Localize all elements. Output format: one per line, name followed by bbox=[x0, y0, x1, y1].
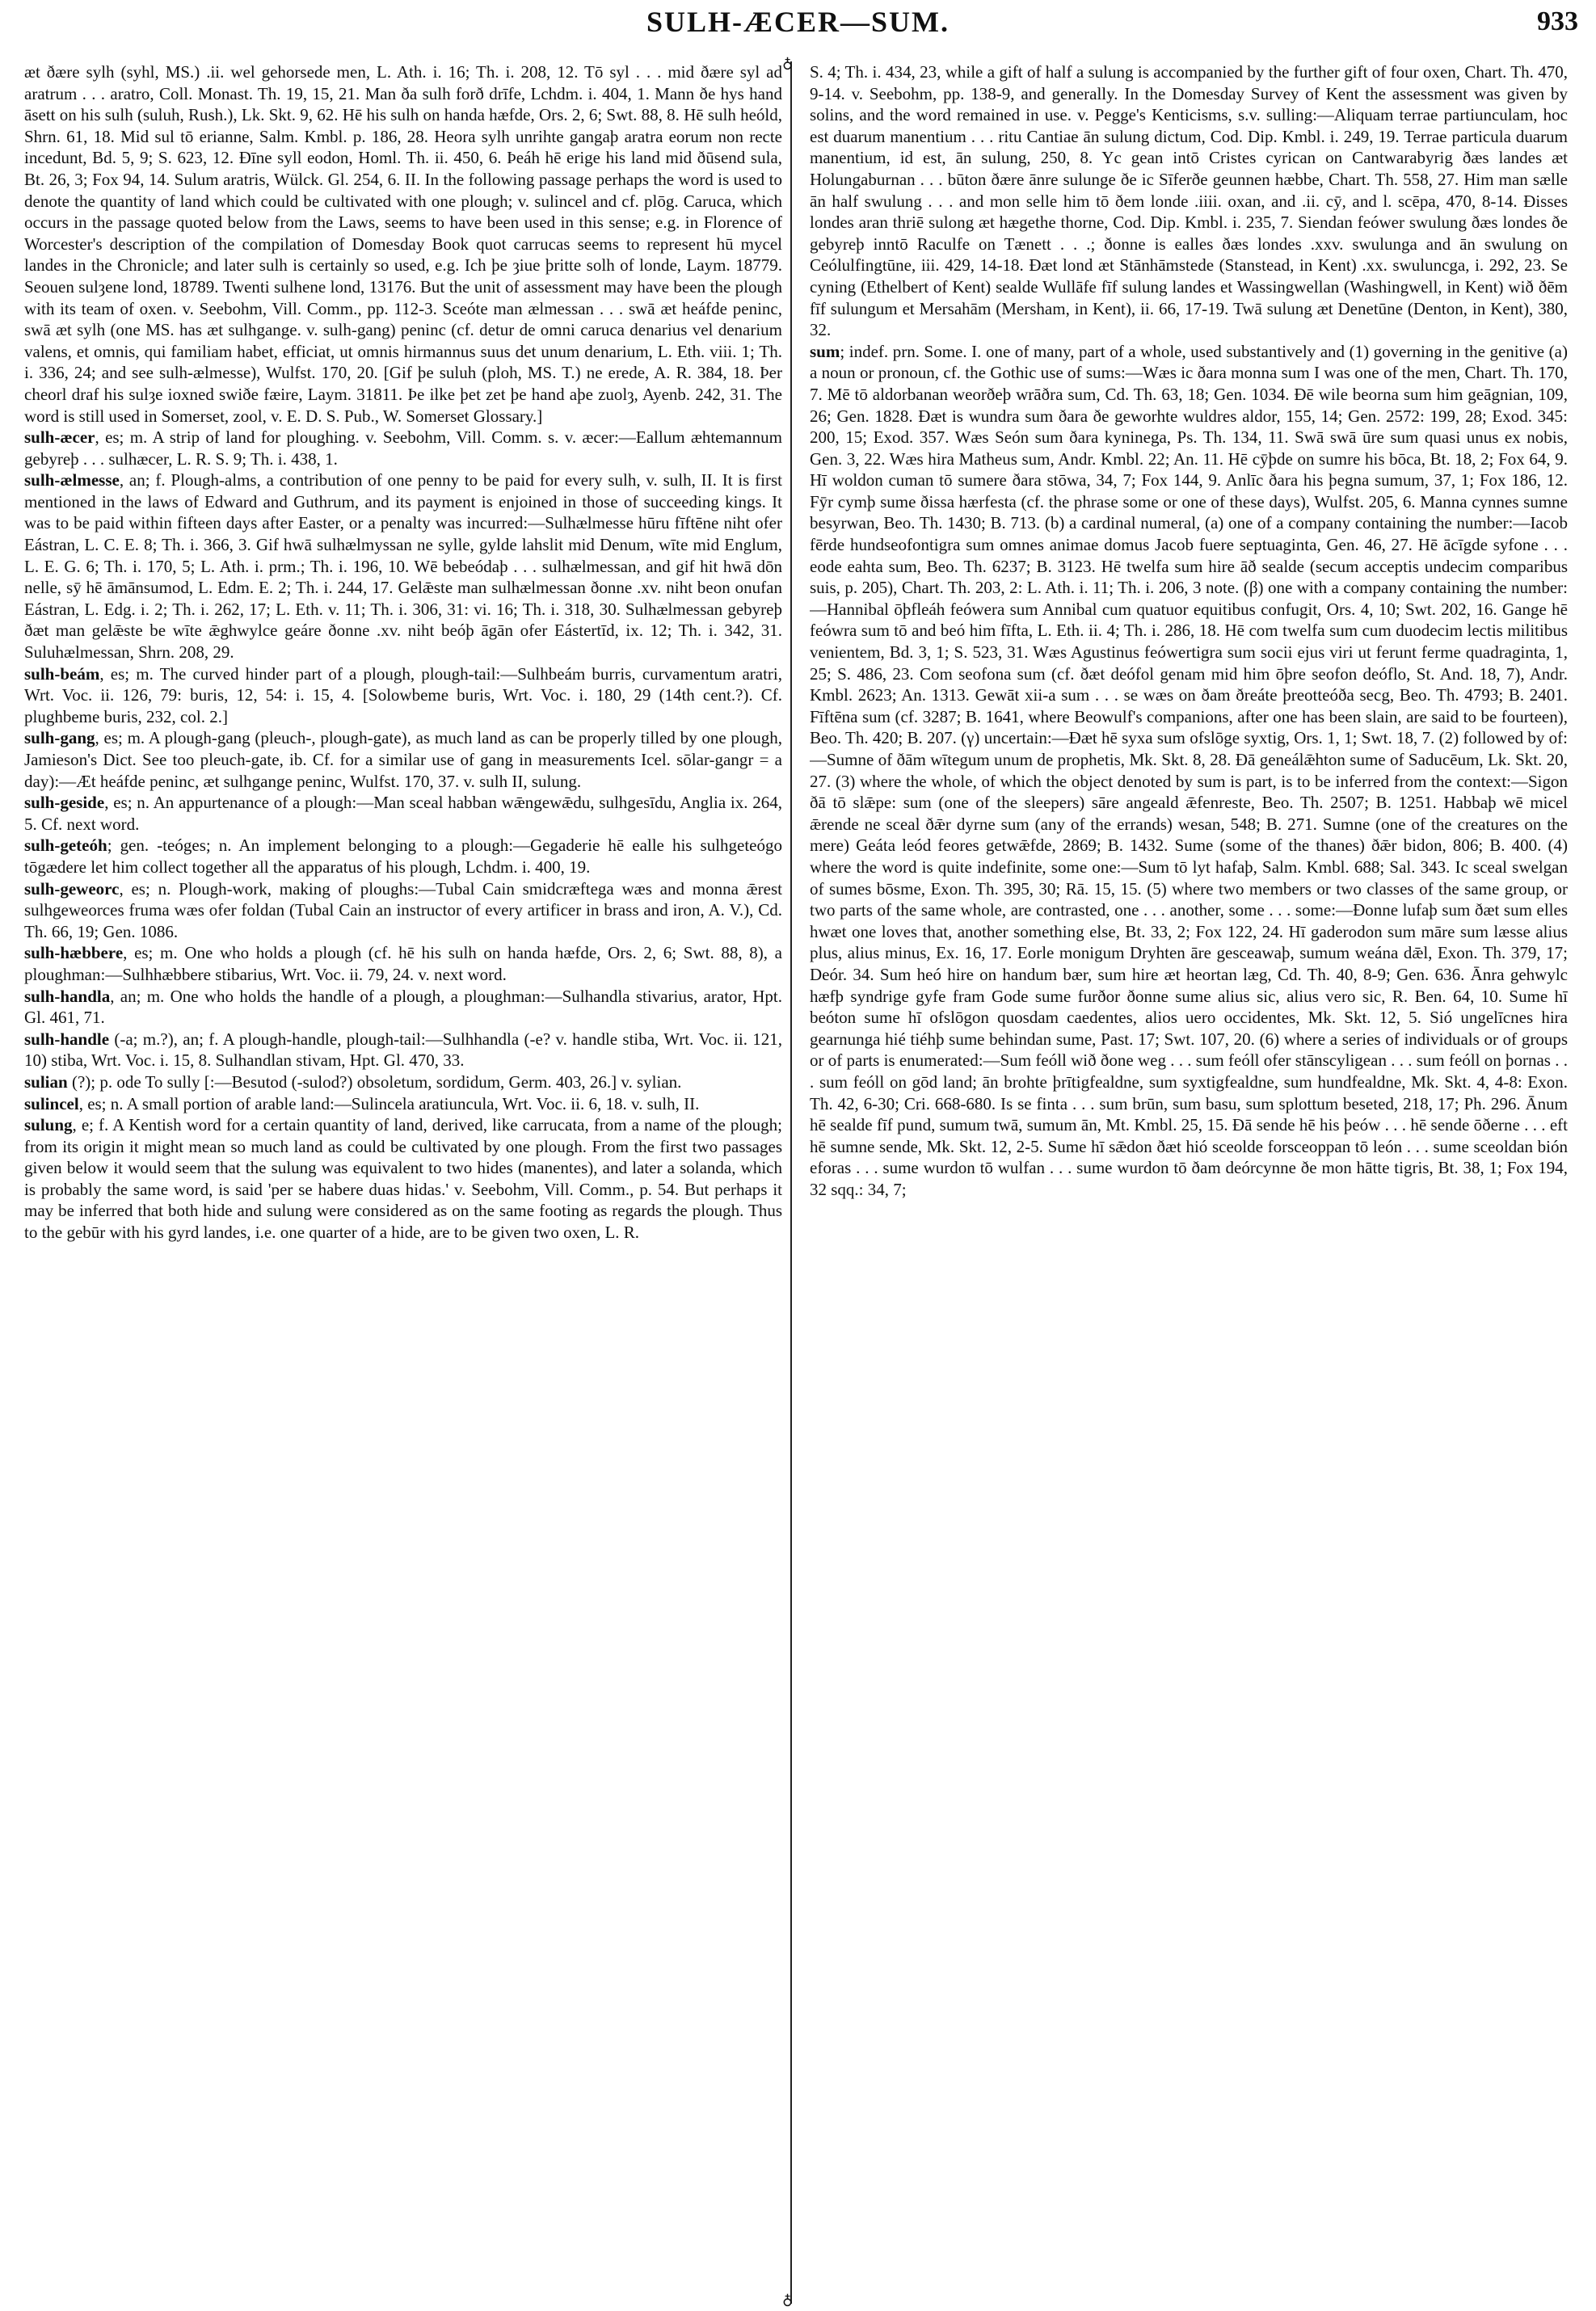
dictionary-entry bbox=[24, 792, 782, 835]
dictionary-entry bbox=[24, 663, 782, 728]
dictionary-entry bbox=[24, 1029, 782, 1071]
dictionary-entry bbox=[24, 727, 782, 792]
left-column bbox=[24, 61, 782, 2308]
entry-body: , es; n. An appurtenance of a plough:—Man sceal habban wǣngewǣdu, sulhgesīdu, Anglia ix. 264, 5. Cf. next word. bbox=[24, 793, 782, 834]
entry-headword: sulung bbox=[24, 1115, 73, 1135]
dictionary-entry bbox=[24, 942, 782, 985]
entry-body: , es; n. A small portion of arable land:—Sulincela aratiuncula, Wrt. Voc. ii. 6, 18. v. sulh, II. bbox=[78, 1093, 700, 1113]
dictionary-entry bbox=[810, 341, 1568, 1201]
entry-headword: sulh-gang bbox=[24, 728, 95, 748]
divider-ornament-top: ♁ bbox=[782, 55, 794, 72]
entry-headword: sulh-æcer bbox=[24, 427, 95, 448]
entry-headword: sulh-handla bbox=[24, 986, 111, 1006]
right-column bbox=[810, 61, 1568, 2308]
dictionary-entry bbox=[24, 1093, 782, 1115]
entry-body: , an; m. One who holds the handle of a plough, a ploughman:—Sulhandla stivarius, arator, Hpt. Gl. 461, 71. bbox=[24, 986, 782, 1028]
entry-headword: sulh-geside bbox=[24, 793, 105, 813]
entry-headword: sulh-ælmesse bbox=[24, 470, 120, 490]
column-divider bbox=[790, 61, 792, 2304]
entry-body: , an; f. Plough-alms, a contribution of one penny to be paid for every sulh, v. sulh, II. It is first mentioned in the laws of Edward and Guthrum, and its payment is enjoined in those of succeeding kings. It was to be paid within fifteen days after Easter, or a penalty was incurred:—Sulhælmesse hūru fīftēne niht ofer Eástran, L. C. E. 8; Th. i. 366, 3. Gif hwā sulhælmyssan ne sylle, gylde lahslit mid Denum, wīte mid Englum, L. E. G. 6; Th. i. 170, 5; L. Ath. i. prm.; Th. i. 196, 10. Wē bebeódaþ . . . sulhælmessan, and gif hit hwā dōn nelle, sȳ hē āmānsumod, L. Edm. E. 2; Th. i. 244, 17. Gelǣste man sulhælmessan ðonne .xv. niht beon onufan Eástran, L. Edg. i. 2; Th. i. 262, 17; L. Eth. v. 11; Th. i. 306, 31: vi. 16; Th. i. 318, 30. Sulhælmessan gebyreþ ðæt man gelǣste be wīte ǣghwylce geáre ðonne .xv. niht beóþ āgān ofer Eástertīd, ix. 12; Th. i. 342, 31. Suluhælmessan, Shrn. 208, 29. bbox=[24, 470, 782, 663]
page-number: 933 bbox=[1537, 6, 1578, 36]
dictionary-entry bbox=[24, 469, 782, 663]
entry-headword: sulh-geteóh bbox=[24, 836, 107, 856]
continuation-paragraph: S. 4; Th. i. 434, 23, while a gift of half a sulung is accompanied by the further gift of four oxen, Chart. Th. 470, 9-14. v. Seebohm, pp. 138-9, and generally. In the Domesday Survey of Kent the assessment was given by solins, and the word remained in use. v. Pegge's Kenticisms, s.v. sulling:—Aliquam terrae partiunculam, hoc est duarum manentium . . . ritu Cantiae ān sulung dictum, Cod. Dip. Kmbl. i. 249, 19. Terrae particula duarum manentium, id est, ān sulung, 250, 8. Yc gean intō Cristes cyrican on Cantwarabyrig ðæs landes æt Holungaburnan . . . būton ðære ānre sulunge ðe ic Sīferðe geunnen hæbbe, Chart. Th. 558, 27. Him man sælle ān half swulung . . . and mon selle him tō ðem londe .iiii. oxan, and .ii. cȳ, and l. scēpa, 470, 8-14. Ðisses londes aran thriē sulong æt hægethe thorne, Cod. Dip. Kmbl. i. 235, 7. Siendan feówer swulung ðæs londes ðe gebyreþ inntō Raculfe on Tænett . . .; ðonne is ealles ðæs londes .xxv. swulunga and ān swulung on Ceólulfingtūne, iii. 429, 14-18. Ðæt lond æt Stānhāmstede (Stanstead, in Kent) .xx. swuluncga, i. 292, 23. Se cyning (Ethelbert of Kent) sealde Wullāfe fīf sulung landes et Wassingwellan (Washingwell, in Kent) wið ðēm fīf sulungum et Mersahām (Mersham, in Kent), ii. 66, 17-19. Twā sulung æt Denetūne (Denton, in Kent), 380, 32. bbox=[810, 62, 1568, 340]
entry-headword: sulh-hæbbere bbox=[24, 943, 124, 963]
dictionary-entry bbox=[24, 986, 782, 1029]
entry-headword: sulian bbox=[24, 1071, 68, 1092]
entry-body: , es; m. A strip of land for ploughing. v. Seebohm, Vill. Comm. s. v. æcer:—Eallum æhtemannum gebyreþ . . . sulhæcer, L. R. S. 9; Th. i. 438, 1. bbox=[24, 427, 782, 469]
dictionary-entry bbox=[24, 835, 782, 878]
continuation-paragraph: æt ðære sylh (syhl, MS.) .ii. wel gehorsede men, L. Ath. i. 16; Th. i. 208, 12. Tō syl . . . mid ðære syl ad aratrum . . . aratro, Coll. Monast. Th. 19, 15, 21. Man ða sulh forð drīfe, Lchdm. i. 404, 1. Mann ðe hys hand āsett on his sulh (suluh, Rush.), Lk. Skt. 9, 62. Hē his sulh on handa hæfde, Ors. 2, 6; Swt. 88, 8. Hē sulh heóld, Shrn. 61, 18. Mid sul tō erianne, Salm. Kmbl. p. 186, 28. Heora sylh unrihte gangaþ aratra eorum non recte incedunt, Bd. 5, 9; S. 623, 12. Ðīne syll eodon, Homl. Th. ii. 450, 6. Þeáh hē erige his land mid ðūsend sula, Bt. 26, 3; Fox 94, 14. Sulum aratris, Wülck. Gl. 254, 6. II. In the following passage perhaps the word is used to denote the quantity of land which could be cultivated with one plough; v. sulincel and cf. plōg. Caruca, which occurs in the passage quoted below from the Laws, seems to have been used in this sense; e.g. in Florence of Worcester's description of the compilation of Domesday Book quot carrucas seems to represent hū mycel landes in the Chronicle; and later sulh is certainly so used, e.g. Ich þe ȝiue þritte solh of londe, Laym. 18779. Seouen sulȝene lond, 18789. Twenti sulhene lond, 13176. But the unit of assessment may have been the plough with its team of oxen. v. Seebohm, Vill. Comm., pp. 112-3. Sceóte man ælmessan . . . swā æt heáfde peninc, swā æt sylh (one MS. has æt sulhgange. v. sulh-gang) peninc (cf. detur de omni caruca denarius vel denarium valens, et omnis, qui familiam habet, efficiat, ut omnis hirmannus suus det unum denarium, L. Eth. viii. 1; Th. i. 336, 24; and see sulh-ælmesse), Wulfst. 170, 20. [Gif þe suluh (ploh, MS. T.) ne erede, A. R. 384, 18. Þer cheorl draf his sulȝe ioxned swiðe fæire, Laym. 31811. Þe ilke þet zet þe hand aþe zuolȝ, Ayenb. 242, 31. The word is still used in Somerset, zool, v. E. D. S. Pub., W. Somerset Glossary.] bbox=[24, 62, 782, 426]
dictionary-entry bbox=[24, 1071, 782, 1093]
running-head: SULH-ÆCER—SUM. bbox=[646, 6, 950, 38]
entry-body: , es; m. A plough-gang (pleuch-, plough-gate), as much land as can be properly tilled by one plough, Jamieson's Dict. See too pleuch-gate, ib. Cf. for a similar use of gang in measurements Icel. sōlar-gangr = a day):—Æt heáfde peninc, æt sulhgange peninc, Wulfst. 170, 37. v. sulh II, sulung. bbox=[24, 728, 782, 791]
entry-body: (-a; m.?), an; f. A plough-handle, plough-tail:—Sulhhandla (-e? v. handle stiba, Wrt. Voc. ii. 121, 10) stiba, Wrt. Voc. i. 15, 8. Sulhandlan stivam, Hpt. Gl. 470, 33. bbox=[24, 1029, 782, 1071]
dictionary-entry bbox=[24, 878, 782, 943]
dictionary-entry bbox=[24, 1114, 782, 1244]
entry-headword: sum bbox=[810, 341, 840, 361]
divider-ornament-bottom: ♁ bbox=[782, 2292, 794, 2309]
page-header bbox=[0, 0, 1596, 50]
dictionary-entry bbox=[24, 427, 782, 469]
entry-body: , es; n. Plough-work, making of ploughs:—Tubal Cain smidcræftega wæs and monna ǣrest sulhgeweorces fruma wæs ofer foldan (Tubal Cain an instructor of every artificer in brass and iron, A. V.), Cd. Th. 66, 19; Gen. 1086. bbox=[24, 878, 782, 941]
entry-body: ; gen. -teóges; n. An implement belonging to a plough:—Gegaderie hē ealle his sulhgeteógo tōgædere let him collect together all the apparatus of his plough, Lchdm. i. 400, 19. bbox=[24, 836, 782, 877]
entry-headword: sulincel bbox=[24, 1093, 79, 1113]
entry-headword: sulh-handle bbox=[24, 1029, 110, 1049]
entry-body: , es; m. One who holds a plough (cf. hē his sulh on handa hæfde, Ors. 2, 6; Swt. 88, 8), a ploughman:—Sulhhæbbere stibarius, Wrt. Voc. ii. 79, 24. v. next word. bbox=[24, 943, 782, 984]
entry-body: ; indef. prn. Some. I. one of many, part of a whole, used substantively and (1) governing in the genitive (a) a noun or pronoun, cf. the Gothic use of sums:—Wæs ic ðara monna sum I was one of the men, Chart. Th. 170, 7. Mē tō aldorbanan weorðeþ wrāðra sum, Cd. Th. 63, 18; Gen. 1034. Ðē wile beorna sum him geāgnian, 109, 26; Gen. 1828. Ðæt is wundra sum ðara ðe geworhte wuldres aldor, 155, 14; Gen. 2572: 199, 28; Exod. 345: 200, 15; Exod. 357. Wæs Seón sum ðara kyninega, Ps. Th. 134, 11. Swā swā ūre sum quasi unus ex nobis, Gen. 3, 22. Wæs hira Matheus sum, Andr. Kmbl. 22; An. 11. Hē cȳþde on sumre his bōca, Bt. 18, 2; Fox 64, 9. Hī woldon cuman tō sumere ðara stōwa, 34, 7; Fox 144, 9. Anlīc ðara his þegna sumum, 37, 1; Fox 186, 12. Fȳr cymþ sume ðissa hærfesta (cf. the phrase some or one of these days), Wulfst. 205, 6. Manna cynnes sumne besyrwan, Beo. Th. 1430; B. 713. (b) a cardinal numeral, (a) one of a company containing the number:—Iacob fērde hundseofontigra sum omnes animae domus Jacob fuere septuaginta, Gen. 46, 27. Hē ācīgde syfone . . . eode eahta sum, Beo. Th. 6237; B. 3123. Hē twelfa sum hire āð sealde (secum acceptis undecim comparibus suis, p. 205), Chart. Th. 203, 2: L. Ath. i. 11; Th. i. 206, 3 note. (β) one with a company containing the number:—Hannibal ōþfleáh feówera sum Annibal cum quatuor equitibus confugit, Ors. 4, 10; Swt. 202, 16. Gange hē feówra sum tō and beó him fīfta, L. Eth. ii. 4; Th. i. 286, 18. Hē com twelfa sum cum duodecim lectis militibus venientem, Bd. 3, 1; S. 523, 31. Wæs Agustinus feówertigra sum socii ejus viri ut ferunt ferme quadraginta, 1, 25; S. 486, 23. Com seofona sum (cf. ðæt deófol genam mid him ōþre seofon deóflo, St. And. 18, 7), Andr. Kmbl. 2623; An. 1313. Gewāt xii-a sum . . . se wæs on ðam ðreáte þreotteóða secg, Beo. Th. 4793; B. 2401. Fīftēna sum (cf. 3287; B. 1641, where Beowulf's companions, after one has been slain, are said to be fourteen), Beo. Th. 420; B. 207. (γ) uncertain:—Ðæt hē syxa sum ofslōge syxtig, Ors. 1, 1; Swt. 18, 7. (2) followed by of:—Sumne of ðām wītegum unum de prophetis, Mk. Skt. 8, 28. Ðā geneálǣhton sume of Saducēum, Lk. Skt. 20, 27. (3) where the whole, of which the object denoted by sum is part, is to be inferred from the context:—Sigon ðā tō slǣpe: sum (one of the sleepers) sāre angeald ǣfenreste, Beo. Th. 2507; B. 1251. Habbaþ wē micel ǣrende ne sceal ðǣr dyrne sum (any of the errands) wesan, 548; B. 271. Sumne (one of the creatures on the mere) Geáta leód feores getwǣfde, 2869; B. 1432. Sume (some of the thanes) ðǣr bidon, 806; B. 400. (4) where the word is quite indefinite, some one:—Sum tō lyt hafaþ, Salm. Kmbl. 688; Sal. 343. Ic sceal swelgan of sumes bōsme, Exon. Th. 395, 30; Rā. 15, 15. (5) where two members or two classes of the same group, or two parts of the same whole, are contrasted, one . . . another, some . . . some:—Ðonne lufaþ sum ðæt sum elles hwæt one loves that, another something else, Bt. 33, 2; Fox 122, 24. Hī gaderodon sum māre sum læsse alius plus, alius minus, Ex. 16, 17. Eorle monigum Dryhten āre gesceawaþ, sumum weána dǣl, Exon. Th. 379, 17; Deór. 34. Sum heó hire on handum bær, sum hire æt heortan læg, Cd. Th. 40, 8-9; Gen. 636. Ānra gehwylc hæfþ syndrige gyfe fram Gode sume furðor ðonne sume alius sic, alius vero sic, R. Ben. 64, 10. Sume hī beóton sume hī ofslōgon quosdam caedentes, alios uero occidentes, Mk. Skt. 12, 5. Sió ungelīcnes hira gearnunga hié tiéhþ sume behindan sume, Past. 17; Swt. 107, 20. (6) where a series of individuals or of groups or of parts is enumerated:—Sum feóll wið ðone weg . . . sum feóll ofer stānscyligean . . . sum feóll on þornas . . . sum feóll on gōd land; ān brohte þrītigfealdne, sum syxtigfealdne, sum hundfealdne, Mk. Skt. 4, 4-8: Exon. Th. 42, 6-30; Cri. 668-680. Is se finta . . . sum brūn, sum basu, sum splottum beseted, 218, 17; Ph. 296. Ānum hē sealde fīf pund, sumum twā, sumum ān, Mt. Kmbl. 25, 15. Ðā sende hē his þeów . . . hē sende ōðerne . . . eft hē sumne sende, Mk. Skt. 12, 2-5. Sume hī sǣdon ðæt hió sceolde forsceoppan tō león . . . sume sceoldan bión eforas . . . sume wurdon tō wulfan . . . sume wurdon tō ðam deórcynne ðe mon hātte tigris, Bt. 38, 1; Fox 194, 32 sqq.: 34, 7; bbox=[810, 341, 1568, 1199]
entry-body: , es; m. The curved hinder part of a plough, plough-tail:—Sulhbeám burris, curvamentum aratri, Wrt. Voc. ii. 126, 79: buris, 12, 54: i. 15, 4. [Solowbeme buris, Wrt. Voc. i. 180, 29 (14th cent.?). Cf. plughbeme buris, 232, col. 2.] bbox=[24, 663, 782, 726]
entry-headword: sulh-beám bbox=[24, 663, 100, 684]
entry-headword: sulh-geweorc bbox=[24, 878, 120, 899]
entry-body: (?); p. ode To sully [:—Besutod (-sulod?) obsoletum, sordidum, Germ. 403, 26.] v. sylian. bbox=[67, 1071, 682, 1092]
entry-body: , e; f. A Kentish word for a certain quantity of land, derived, like carrucata, from a name of the plough; from its origin it might mean so much land as could be cultivated by one plough. From the first two passages given below it would seem that the sulung was equivalent to two hides (manentes), and later a solanda, which is probably the same word, is said 'per se habere duas hidas.' v. Seebohm, Vill. Comm., p. 54. But perhaps it may be inferred that both hide and sulung were considered as on the same footing as regards the plough. Thus to the gebūr with his gyrd landes, i.e. one quarter of a hide, are to be given two oxen, L. R. bbox=[24, 1115, 782, 1243]
